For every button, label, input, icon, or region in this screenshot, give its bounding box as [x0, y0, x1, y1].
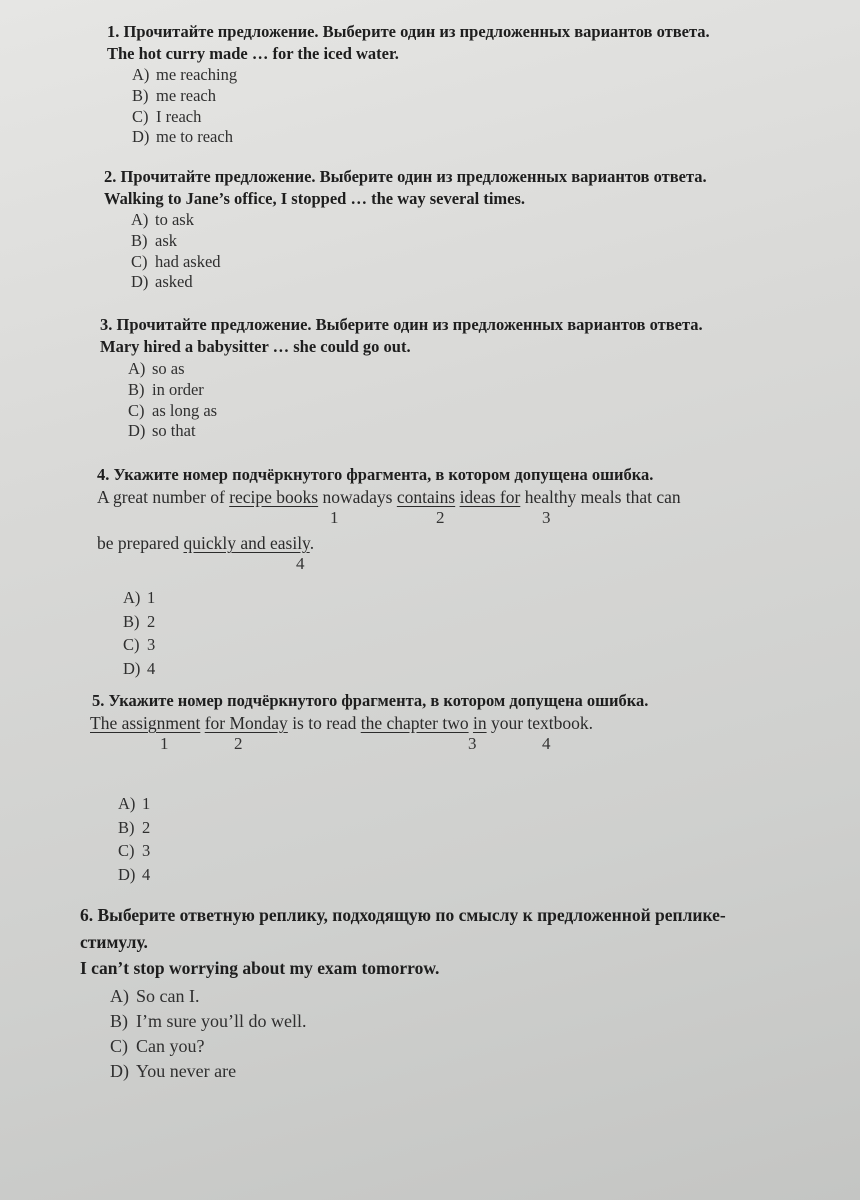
option-letter: C) [132, 106, 149, 126]
option-d[interactable] [131, 272, 707, 293]
option-letter: A) [110, 986, 129, 1006]
option-text: So can I. [136, 986, 200, 1006]
option-c[interactable] [118, 839, 648, 863]
option-letter: C) [118, 841, 135, 860]
fragment-numbers-row [90, 734, 648, 758]
fragment-number-2: 2 [234, 734, 243, 753]
option-a[interactable] [131, 210, 707, 231]
option-letter: A) [123, 588, 141, 607]
option-text: so as [152, 359, 185, 378]
option-letter: D) [118, 864, 136, 884]
sentence-text: nowadays [318, 487, 397, 507]
option-c[interactable] [132, 107, 710, 128]
option-text: asked [155, 272, 193, 292]
option-d[interactable] [132, 127, 710, 148]
option-letter: B) [132, 85, 149, 105]
underlined-fragment-3: ideas for [459, 487, 521, 507]
option-text: as long as [152, 400, 218, 420]
question-6-options [110, 984, 726, 1084]
fragment-number-4: 4 [542, 734, 551, 753]
question-3 [100, 314, 703, 442]
underlined-fragment-1: The assignment [90, 713, 201, 733]
option-b[interactable] [132, 86, 710, 107]
option-b[interactable] [110, 1009, 726, 1034]
option-letter: D) [123, 658, 141, 678]
option-letter: D) [132, 127, 150, 147]
option-text: 1 [142, 794, 151, 813]
sentence-text: your textbook. [486, 713, 594, 733]
option-b[interactable] [118, 816, 648, 840]
option-d[interactable] [118, 863, 648, 887]
fragment-number-2: 2 [436, 508, 445, 527]
option-a[interactable] [128, 359, 703, 380]
option-letter: B) [123, 611, 140, 631]
question-2-instruction: 2. Прочитайте предложение. Выберите один из предложенных вариантов ответа. [104, 167, 707, 186]
option-text: You never are [136, 1061, 237, 1081]
option-letter: A) [131, 210, 149, 229]
option-c[interactable] [131, 252, 707, 273]
option-letter: D) [110, 1061, 129, 1081]
question-6-instruction-line-2: стимулу. [80, 932, 148, 952]
option-letter: B) [128, 379, 145, 399]
option-letter: A) [128, 359, 146, 378]
question-4-instruction: 4. Укажите номер подчёркнутого фрагмента, в котором допущена ошибка. [97, 465, 654, 484]
question-1 [107, 21, 710, 148]
option-a[interactable] [110, 984, 726, 1009]
option-d[interactable] [110, 1059, 726, 1084]
option-a[interactable] [118, 792, 648, 816]
option-text: me reach [156, 85, 216, 105]
option-letter: B) [131, 230, 148, 250]
sentence-text: A great number of [97, 487, 230, 507]
option-b[interactable] [123, 610, 681, 634]
option-text: ask [155, 230, 177, 250]
option-letter: C) [123, 635, 140, 654]
option-b[interactable] [131, 231, 707, 252]
option-c[interactable] [123, 633, 681, 657]
option-text: 4 [142, 864, 151, 884]
underlined-fragment-2: contains [396, 487, 456, 507]
underlined-fragment-4: in [472, 713, 487, 733]
option-text: Can you? [136, 1036, 205, 1056]
option-text: in order [152, 379, 204, 399]
option-text: me to reach [156, 127, 233, 147]
question-6 [80, 902, 726, 1084]
option-letter: D) [131, 272, 149, 292]
option-text: 2 [142, 817, 151, 837]
fragment-number-3: 3 [542, 508, 551, 527]
option-text: 1 [147, 588, 156, 607]
question-6-stimulus: I can’t stop worrying about my exam tomorrow. [80, 958, 440, 978]
option-a[interactable] [123, 586, 681, 610]
sentence-text: be prepared [97, 533, 184, 553]
question-4-sentence-line-1 [97, 486, 681, 508]
fragment-number-4: 4 [296, 554, 305, 573]
option-c[interactable] [128, 401, 703, 422]
question-3-instruction: 3. Прочитайте предложение. Выберите один из предложенных вариантов ответа. [100, 315, 703, 334]
option-b[interactable] [128, 380, 703, 401]
option-letter: B) [110, 1011, 128, 1031]
question-4-options [123, 586, 681, 680]
fragment-number-1: 1 [160, 734, 169, 753]
underlined-fragment-4: quickly and easily [183, 533, 310, 553]
option-text: so that [152, 421, 196, 441]
option-c[interactable] [110, 1034, 726, 1059]
question-3-options [128, 359, 703, 442]
option-text: I’m sure you’ll do well. [136, 1011, 307, 1031]
option-text: 3 [142, 841, 151, 860]
option-text: 2 [147, 611, 156, 631]
question-5-sentence [90, 712, 648, 734]
option-letter: D) [128, 421, 146, 441]
sentence-text: healthy meals that can [520, 487, 681, 507]
underlined-fragment-2: for Monday [204, 713, 288, 733]
question-4 [97, 464, 681, 680]
underlined-fragment-1: recipe books [229, 487, 319, 507]
question-5-options [118, 792, 648, 886]
question-3-sentence: Mary hired a babysitter … she could go out. [100, 337, 411, 356]
option-letter: C) [131, 251, 148, 271]
question-1-instruction: 1. Прочитайте предложение. Выберите один из предложенных вариантов ответа. [107, 22, 710, 41]
option-d[interactable] [123, 657, 681, 681]
sentence-text: . [309, 533, 315, 553]
option-text: 4 [147, 658, 156, 678]
option-letter: C) [128, 400, 145, 420]
option-text: I reach [156, 106, 202, 126]
question-2 [104, 166, 707, 293]
option-a[interactable] [132, 65, 710, 86]
option-letter: A) [118, 794, 136, 813]
option-text: me reaching [156, 65, 238, 84]
option-d[interactable] [128, 421, 703, 442]
fragment-numbers-row-2 [97, 554, 681, 578]
option-letter: C) [110, 1036, 128, 1056]
option-letter: B) [118, 817, 135, 837]
fragment-numbers-row-1 [97, 508, 681, 532]
question-2-options [131, 210, 707, 293]
question-1-sentence: The hot curry made … for the iced water. [107, 44, 399, 63]
option-text: to ask [155, 210, 194, 229]
question-5-instruction: 5. Укажите номер подчёркнутого фрагмента, в котором допущена ошибка. [92, 691, 649, 710]
fragment-number-3: 3 [468, 734, 477, 753]
sentence-text: is to read [287, 713, 361, 733]
question-1-options [132, 65, 710, 148]
question-6-instruction-line-1: 6. Выберите ответную реплику, подходящую по смыслу к предложенной реплике- [80, 905, 726, 925]
option-text: 3 [147, 635, 156, 654]
question-5 [90, 690, 648, 886]
fragment-number-1: 1 [330, 508, 339, 527]
underlined-fragment-3: the chapter two [360, 713, 469, 733]
option-letter: A) [132, 65, 150, 84]
question-2-sentence: Walking to Jane’s office, I stopped … the way several times. [104, 189, 526, 208]
option-text: had asked [155, 251, 221, 271]
question-4-sentence-line-2 [97, 532, 681, 554]
